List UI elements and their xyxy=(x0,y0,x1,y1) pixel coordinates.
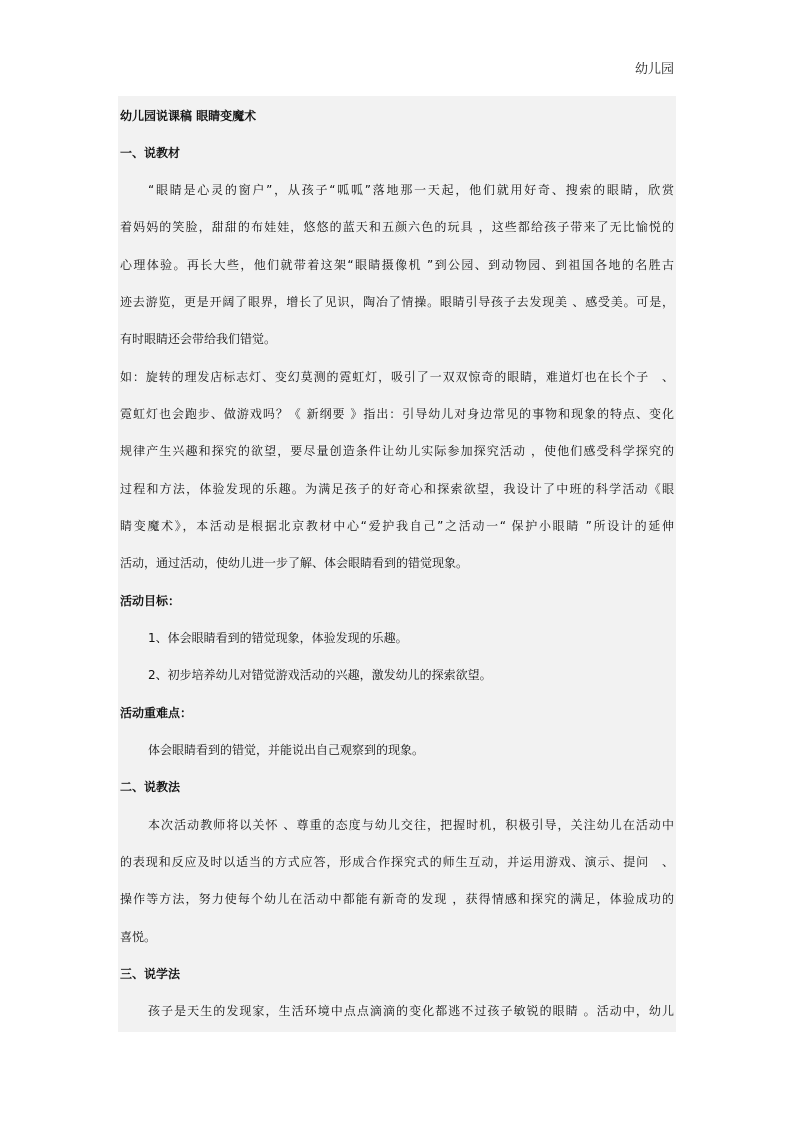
paragraph-line: 孩子是天生的发现家，生活环境中点点滴滴的变化都逃不过孩子敏锐的眼睛 。活动中，幼儿 xyxy=(148,1004,674,1018)
paragraph-line: 着妈妈的笑脸，甜甜的布娃娃，悠悠的蓝天和五颜六色的玩具 ，这些都给孩子带来了无比愉悦的 xyxy=(120,220,674,234)
section-heading-teaching-method: 二、说教法 xyxy=(120,780,181,794)
paragraph-line: 如：旋转的理发店标志灯、变幻莫测的霓虹灯，吸引了一双双惊奇的眼睛，难道灯也在长个子 、 xyxy=(120,370,674,384)
page-header-label: 幼儿园 xyxy=(634,62,674,77)
paragraph-line: 喜悦。 xyxy=(120,930,157,944)
section-heading-learning-method: 三、说学法 xyxy=(120,967,181,981)
paragraph-line: 心理体验。再长大些，他们就带着这架“眼睛摄像机 ”到公园、到动物园、到祖国各地的名胜古 xyxy=(120,258,674,272)
goal-item: 1、体会眼睛看到的错觉现象，体验发现的乐趣。 xyxy=(148,631,408,645)
paragraph-line: 活动，通过活动，使幼儿进一步了解、体会眼睛看到的错觉现象。 xyxy=(120,556,469,570)
paragraph-line: 有时眼睛还会带给我们错觉。 xyxy=(120,332,277,346)
paragraph-line: 规律产生兴趣和探究的欲望，要尽量创造条件让幼儿实际参加探究活动 ，使他们感受科学探究的 xyxy=(120,444,674,458)
paragraph-line: “眼睛是心灵的窗户”，从孩子“呱呱”落地那一天起，他们就用好奇、搜索的眼睛，欣赏 xyxy=(148,183,674,197)
paragraph-line: 过程和方法，体验发现的乐趣。为满足孩子的好奇心和探索欲望，我设计了中班的科学活动《眼 xyxy=(120,482,674,496)
section-heading-textbook: 一、说教材 xyxy=(120,146,181,160)
heading-key-points: 活动重难点： xyxy=(120,706,193,720)
key-point-text: 体会眼睛看到的错觉，并能说出自己观察到的现象。 xyxy=(148,743,425,757)
heading-activity-goals: 活动目标： xyxy=(120,594,181,608)
paragraph-line: 的表现和反应及时以适当的方式应答，形成合作探究式的师生互动，并运用游戏、演示、提问 、 xyxy=(120,855,674,869)
paragraph-line: 睛变魔术》，本活动是根据北京教材中心“爱护我自己”之活动一“ 保护小眼睛 ”所设计的延伸 xyxy=(120,519,674,533)
paragraph-line: 本次活动教师将以关怀 、尊重的态度与幼儿交往，把握时机，积极引导，关注幼儿在活动中 xyxy=(148,818,674,832)
paragraph-line: 迹去游览，更是开阔了眼界，增长了见识，陶冶了情操。眼睛引导孩子去发现美 、感受美。可是， xyxy=(120,295,674,309)
goal-item: 2、初步培养幼儿对错觉游戏活动的兴趣，激发幼儿的探索欲望。 xyxy=(148,668,492,682)
document-title: 幼儿园说课稿 眼睛变魔术 xyxy=(120,109,257,123)
paragraph-line: 霓虹灯也会跑步、做游戏吗？《 新纲要 》指出：引导幼儿对身边常见的事物和现象的特点、变化 xyxy=(120,407,674,421)
paragraph-line: 操作等方法，努力使每个幼儿在活动中都能有新奇的发现 ，获得情感和探究的满足，体验成功的 xyxy=(120,892,674,906)
document-body xyxy=(118,96,676,1032)
